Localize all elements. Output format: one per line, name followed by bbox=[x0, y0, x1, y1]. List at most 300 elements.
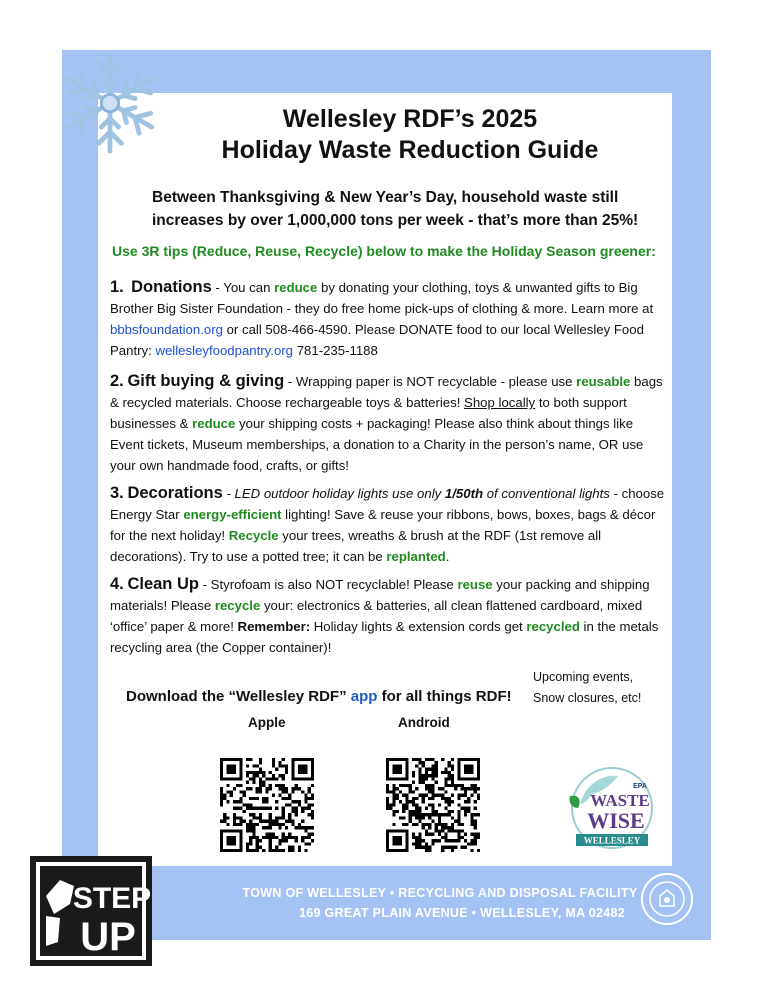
qr-module bbox=[412, 833, 415, 836]
qr-module bbox=[392, 810, 395, 813]
qr-module bbox=[220, 787, 223, 790]
qr-module bbox=[285, 771, 288, 774]
qr-module bbox=[272, 777, 275, 780]
qr-module bbox=[252, 807, 255, 810]
qr-module bbox=[415, 842, 418, 845]
qr-module bbox=[392, 836, 402, 846]
qr-module bbox=[461, 846, 464, 849]
bbbs-link[interactable]: bbbsfoundation.org bbox=[110, 322, 223, 337]
qr-module bbox=[402, 823, 405, 826]
qr-module bbox=[243, 810, 246, 813]
qr-module bbox=[256, 816, 259, 819]
qr-module bbox=[239, 820, 242, 823]
qr-module bbox=[441, 836, 444, 839]
qr-module bbox=[474, 826, 477, 829]
qr-module bbox=[412, 781, 415, 784]
qr-module bbox=[448, 846, 451, 849]
qr-module bbox=[272, 833, 275, 836]
qr-module bbox=[259, 787, 262, 790]
qr-module bbox=[220, 803, 223, 806]
qr-module bbox=[412, 823, 415, 826]
qr-module bbox=[252, 833, 255, 836]
qr-module bbox=[256, 836, 259, 839]
qr-module bbox=[477, 833, 480, 836]
qr-module bbox=[256, 823, 259, 826]
qr-module bbox=[262, 771, 265, 774]
qr-module bbox=[269, 820, 272, 823]
qr-module bbox=[422, 813, 425, 816]
qr-module bbox=[431, 839, 434, 842]
qr-module bbox=[233, 823, 236, 826]
qr-module bbox=[265, 826, 268, 829]
qr-module bbox=[441, 797, 444, 800]
qr-module bbox=[418, 846, 421, 849]
qr-module bbox=[444, 826, 447, 829]
qr-module bbox=[243, 794, 246, 797]
qr-module bbox=[405, 797, 408, 800]
qr-module bbox=[246, 842, 249, 845]
qr-module bbox=[412, 842, 415, 845]
qr-module bbox=[461, 784, 464, 787]
qr-module bbox=[269, 839, 272, 842]
qr-module bbox=[239, 784, 242, 787]
download-text: for all things RDF! bbox=[377, 688, 512, 705]
qr-module bbox=[438, 813, 441, 816]
qr-module bbox=[285, 790, 288, 793]
qr-module bbox=[431, 794, 434, 797]
qr-module bbox=[438, 803, 441, 806]
qr-module bbox=[285, 839, 288, 842]
qr-module bbox=[415, 797, 418, 800]
qr-module bbox=[278, 764, 281, 767]
qr-module bbox=[278, 784, 281, 787]
qr-module bbox=[431, 842, 434, 845]
qr-module bbox=[308, 826, 311, 829]
qr-module bbox=[425, 849, 428, 852]
qr-module bbox=[220, 797, 223, 800]
qr-module bbox=[275, 777, 278, 780]
qr-module bbox=[282, 758, 285, 761]
qr-module bbox=[246, 823, 249, 826]
qr-module bbox=[226, 836, 236, 846]
qr-module bbox=[236, 816, 239, 819]
qr-module bbox=[243, 790, 246, 793]
qr-module bbox=[444, 807, 447, 810]
qr-module bbox=[451, 839, 454, 842]
qr-module bbox=[448, 800, 451, 803]
qr-module bbox=[425, 842, 428, 845]
qr-module bbox=[233, 807, 236, 810]
qr-module bbox=[265, 777, 268, 780]
qr-module bbox=[418, 833, 421, 836]
qr-module bbox=[435, 823, 438, 826]
qr-module bbox=[438, 787, 441, 790]
qr-module bbox=[448, 829, 451, 832]
qr-module bbox=[288, 820, 291, 823]
qr-module bbox=[288, 836, 291, 839]
item-text: your shipping costs + packaging! Please also think about things like Event tickets, Museum memberships, a donation to a Charity in the person’s name, OR use your own handmade food, crafts, or gifts! bbox=[110, 416, 644, 473]
qr-module bbox=[461, 807, 464, 810]
qr-module bbox=[223, 794, 226, 797]
qr-module bbox=[256, 774, 259, 777]
item-text: your trees, wreaths & brush at the RDF (1st remove all decorations). Try to use a potted tree; it can be bbox=[110, 528, 602, 564]
qr-module bbox=[428, 846, 431, 849]
qr-module bbox=[246, 829, 249, 832]
item-heading: Decorations bbox=[127, 484, 223, 502]
qr-module bbox=[474, 813, 477, 816]
qr-module bbox=[275, 816, 278, 819]
qr-module bbox=[304, 797, 307, 800]
qr-module bbox=[282, 823, 285, 826]
qr-module bbox=[265, 836, 268, 839]
item-text: your packing and shipping materials! Please bbox=[110, 577, 650, 613]
qr-module bbox=[291, 807, 294, 810]
qr-module bbox=[438, 820, 441, 823]
qr-module bbox=[295, 836, 298, 839]
qr-module bbox=[249, 813, 252, 816]
item-text: your: electronics & batteries, all clean flattened cardboard, mixed ‘office’ paper & more! bbox=[110, 598, 643, 634]
qr-module bbox=[311, 810, 314, 813]
qr-module bbox=[451, 829, 454, 832]
qr-module bbox=[438, 839, 441, 842]
qr-module bbox=[454, 839, 457, 842]
qr-module bbox=[259, 777, 262, 780]
qr-module bbox=[392, 800, 395, 803]
tip-clean-up bbox=[110, 574, 670, 658]
qr-module bbox=[477, 849, 480, 852]
qr-module bbox=[265, 833, 268, 836]
qr-module bbox=[249, 797, 252, 800]
qr-module bbox=[249, 807, 252, 810]
qr-module bbox=[435, 810, 438, 813]
qr-module bbox=[256, 807, 259, 810]
item-text: - LED outdoor holiday lights use only bbox=[222, 486, 445, 501]
qr-module bbox=[311, 803, 314, 806]
tips-heading: Use 3R tips (Reduce, Reuse, Recycle) below to make the Holiday Season greener: bbox=[112, 243, 656, 259]
qr-module bbox=[418, 836, 421, 839]
qr-module bbox=[278, 839, 281, 842]
qr-module bbox=[246, 803, 249, 806]
qr-module bbox=[272, 794, 275, 797]
qr-module bbox=[425, 768, 428, 771]
qr-module bbox=[422, 764, 425, 767]
qr-module bbox=[441, 846, 444, 849]
qr-module bbox=[304, 807, 307, 810]
qr-module bbox=[431, 787, 434, 790]
qr-module bbox=[265, 790, 268, 793]
qr-module bbox=[269, 849, 272, 852]
qr-module bbox=[230, 794, 233, 797]
qr-module bbox=[428, 816, 431, 819]
qr-module bbox=[282, 833, 285, 836]
qr-module bbox=[282, 816, 285, 819]
qr-module bbox=[457, 797, 460, 800]
qr-module bbox=[435, 768, 438, 771]
qr-module bbox=[288, 797, 291, 800]
qr-module bbox=[425, 833, 428, 836]
qr-module bbox=[470, 784, 473, 787]
qr-module bbox=[259, 771, 262, 774]
qr-module bbox=[285, 764, 288, 767]
qr-module bbox=[389, 790, 392, 793]
item-text: Holiday lights & extension cords get bbox=[310, 619, 527, 634]
qr-module bbox=[422, 781, 425, 784]
qr-module bbox=[282, 810, 285, 813]
qr-module bbox=[243, 803, 246, 806]
qr-module bbox=[464, 787, 467, 790]
qr-module bbox=[236, 823, 239, 826]
qr-module bbox=[418, 810, 421, 813]
item-heading: Gift buying & giving bbox=[127, 372, 285, 390]
qr-module bbox=[269, 823, 272, 826]
qr-module bbox=[288, 816, 291, 819]
qr-module bbox=[461, 829, 464, 832]
qr-module bbox=[288, 794, 291, 797]
qr-module bbox=[438, 823, 441, 826]
qr-module bbox=[252, 771, 255, 774]
step-text: STEP bbox=[72, 882, 152, 915]
qr-module bbox=[226, 784, 229, 787]
qr-module bbox=[275, 768, 278, 771]
qr-module bbox=[477, 797, 480, 800]
item-text: - Styrofoam is also NOT recyclable! Please bbox=[198, 577, 458, 592]
qr-module bbox=[438, 794, 441, 797]
qr-module bbox=[457, 810, 460, 813]
qr-module bbox=[243, 820, 246, 823]
step-up-logo bbox=[30, 856, 158, 970]
android-label: Android bbox=[398, 715, 450, 730]
qr-module bbox=[448, 784, 451, 787]
qr-module bbox=[282, 777, 285, 780]
title-line-2: Holiday Waste Reduction Guide bbox=[221, 136, 599, 164]
qr-module bbox=[252, 797, 255, 800]
qr-module bbox=[444, 777, 447, 780]
qr-module bbox=[262, 781, 265, 784]
highlight-word: reduce bbox=[192, 416, 236, 431]
qr-module bbox=[461, 794, 464, 797]
qr-module bbox=[252, 823, 255, 826]
item-number: 3. bbox=[110, 484, 124, 502]
qr-module bbox=[448, 764, 451, 767]
qr-module bbox=[412, 803, 415, 806]
qr-module bbox=[418, 774, 421, 777]
qr-module bbox=[435, 781, 438, 784]
qr-module bbox=[402, 794, 405, 797]
qr-module bbox=[256, 846, 259, 849]
qr-module bbox=[444, 846, 447, 849]
qr-module bbox=[265, 797, 268, 800]
item-text: of conventional lights - bbox=[483, 486, 618, 501]
qr-module bbox=[470, 839, 473, 842]
qr-module bbox=[386, 784, 389, 787]
item-number: 2. bbox=[110, 372, 124, 390]
qr-module bbox=[444, 771, 447, 774]
upcoming-line-2: Snow closures, etc! bbox=[533, 691, 642, 705]
qr-module bbox=[402, 810, 405, 813]
qr-module bbox=[272, 836, 275, 839]
qr-module bbox=[448, 797, 451, 800]
qr-module bbox=[249, 826, 252, 829]
qr-module bbox=[298, 803, 301, 806]
qr-module bbox=[457, 836, 460, 839]
qr-module bbox=[412, 797, 415, 800]
qr-module bbox=[239, 816, 242, 819]
download-text: Download the “Wellesley RDF” bbox=[126, 688, 351, 705]
qr-module bbox=[418, 813, 421, 816]
qr-module bbox=[298, 764, 308, 774]
qr-module bbox=[441, 826, 444, 829]
qr-module bbox=[308, 836, 311, 839]
underlined-text: Shop locally bbox=[464, 395, 536, 410]
qr-module bbox=[295, 784, 298, 787]
qr-module bbox=[457, 829, 460, 832]
food-pantry-link[interactable]: wellesleyfoodpantry.org bbox=[155, 343, 294, 358]
item-text: bags & recycled materials. Choose rechargeable toys & batteries! bbox=[110, 374, 663, 410]
qr-module bbox=[474, 823, 477, 826]
title-line-1: Wellesley RDF’s 2025 bbox=[282, 105, 538, 133]
qr-module bbox=[272, 823, 275, 826]
qr-module bbox=[295, 826, 298, 829]
qr-module bbox=[422, 846, 425, 849]
qr-module bbox=[262, 797, 265, 800]
qr-module bbox=[308, 803, 311, 806]
qr-module bbox=[425, 794, 428, 797]
app-word: app bbox=[350, 688, 378, 705]
qr-module bbox=[425, 813, 428, 816]
qr-module bbox=[262, 826, 265, 829]
qr-module bbox=[474, 790, 477, 793]
qr-module bbox=[233, 813, 236, 816]
qr-module bbox=[451, 826, 454, 829]
qr-module bbox=[249, 771, 252, 774]
qr-module bbox=[386, 807, 389, 810]
qr-module bbox=[233, 816, 236, 819]
qr-module bbox=[412, 813, 415, 816]
qr-module bbox=[233, 787, 236, 790]
qr-module bbox=[438, 829, 441, 832]
qr-module bbox=[392, 784, 395, 787]
highlight-word: reuse bbox=[457, 577, 493, 592]
qr-module bbox=[298, 849, 301, 852]
qr-module bbox=[474, 784, 477, 787]
item-text: by donating your clothing, toys & unwanted gifts to Big Brother Big Sister Foundation - they do free home pick-ups of clothing & more. Learn more at bbox=[110, 280, 654, 316]
qr-module bbox=[474, 787, 477, 790]
qr-module bbox=[467, 800, 470, 803]
qr-module bbox=[259, 768, 262, 771]
qr-module bbox=[249, 803, 252, 806]
qr-module bbox=[457, 794, 460, 797]
qr-module bbox=[422, 839, 425, 842]
qr-module bbox=[259, 839, 262, 842]
qr-module bbox=[236, 784, 239, 787]
qr-module bbox=[308, 833, 311, 836]
qr-module bbox=[285, 787, 288, 790]
qr-module bbox=[392, 787, 395, 790]
qr-module bbox=[259, 758, 262, 761]
qr-module bbox=[409, 784, 412, 787]
qr-module bbox=[418, 839, 421, 842]
qr-module bbox=[220, 820, 223, 823]
qr-module bbox=[435, 764, 438, 767]
qr-module bbox=[431, 758, 434, 761]
qr-module bbox=[428, 790, 431, 793]
qr-module bbox=[272, 774, 275, 777]
android-qr-code[interactable] bbox=[386, 758, 480, 852]
qr-module bbox=[220, 790, 223, 793]
qr-module bbox=[246, 849, 249, 852]
qr-module bbox=[431, 810, 434, 813]
highlight-word: recycle bbox=[214, 598, 261, 613]
qr-module bbox=[233, 800, 236, 803]
qr-module bbox=[441, 771, 444, 774]
qr-module bbox=[259, 846, 262, 849]
qr-module bbox=[412, 774, 415, 777]
qr-module bbox=[474, 820, 477, 823]
qr-module bbox=[282, 836, 285, 839]
qr-module bbox=[252, 774, 255, 777]
qr-module bbox=[259, 761, 262, 764]
qr-module bbox=[308, 787, 311, 790]
qr-module bbox=[422, 777, 425, 780]
qr-module bbox=[269, 777, 272, 780]
qr-module bbox=[457, 816, 460, 819]
qr-module bbox=[451, 810, 454, 813]
qr-module bbox=[425, 774, 428, 777]
qr-module bbox=[265, 807, 268, 810]
qr-module bbox=[428, 813, 431, 816]
qr-module bbox=[431, 777, 434, 780]
qr-module bbox=[259, 807, 262, 810]
qr-module bbox=[392, 794, 395, 797]
qr-module bbox=[252, 829, 255, 832]
tip-donations bbox=[110, 277, 670, 361]
qr-module bbox=[412, 836, 415, 839]
qr-module bbox=[431, 833, 434, 836]
qr-module bbox=[448, 813, 451, 816]
qr-module bbox=[246, 774, 249, 777]
qr-module bbox=[249, 777, 252, 780]
qr-module bbox=[461, 823, 464, 826]
qr-module bbox=[415, 764, 418, 767]
qr-module bbox=[220, 794, 223, 797]
wellesley-band-text: WELLESLEY bbox=[583, 835, 641, 846]
qr-module bbox=[399, 816, 402, 819]
item-text: . bbox=[445, 549, 450, 564]
qr-module bbox=[396, 810, 399, 813]
qr-module bbox=[304, 794, 307, 797]
qr-module bbox=[239, 800, 242, 803]
apple-qr-code[interactable] bbox=[220, 758, 314, 852]
qr-module bbox=[477, 813, 480, 816]
qr-module bbox=[252, 764, 255, 767]
qr-module bbox=[444, 790, 447, 793]
highlight-word: energy-efficient bbox=[183, 507, 282, 522]
qr-module bbox=[272, 764, 275, 767]
qr-module bbox=[425, 807, 428, 810]
download-app-line bbox=[126, 688, 512, 705]
qr-module bbox=[470, 820, 473, 823]
qr-module bbox=[269, 787, 272, 790]
qr-module bbox=[457, 820, 460, 823]
qr-module bbox=[470, 794, 473, 797]
qr-module bbox=[451, 794, 454, 797]
qr-module bbox=[402, 807, 405, 810]
qr-module bbox=[412, 771, 415, 774]
qr-module bbox=[298, 826, 301, 829]
qr-module bbox=[422, 761, 425, 764]
qr-module bbox=[418, 771, 421, 774]
qr-module bbox=[448, 777, 451, 780]
